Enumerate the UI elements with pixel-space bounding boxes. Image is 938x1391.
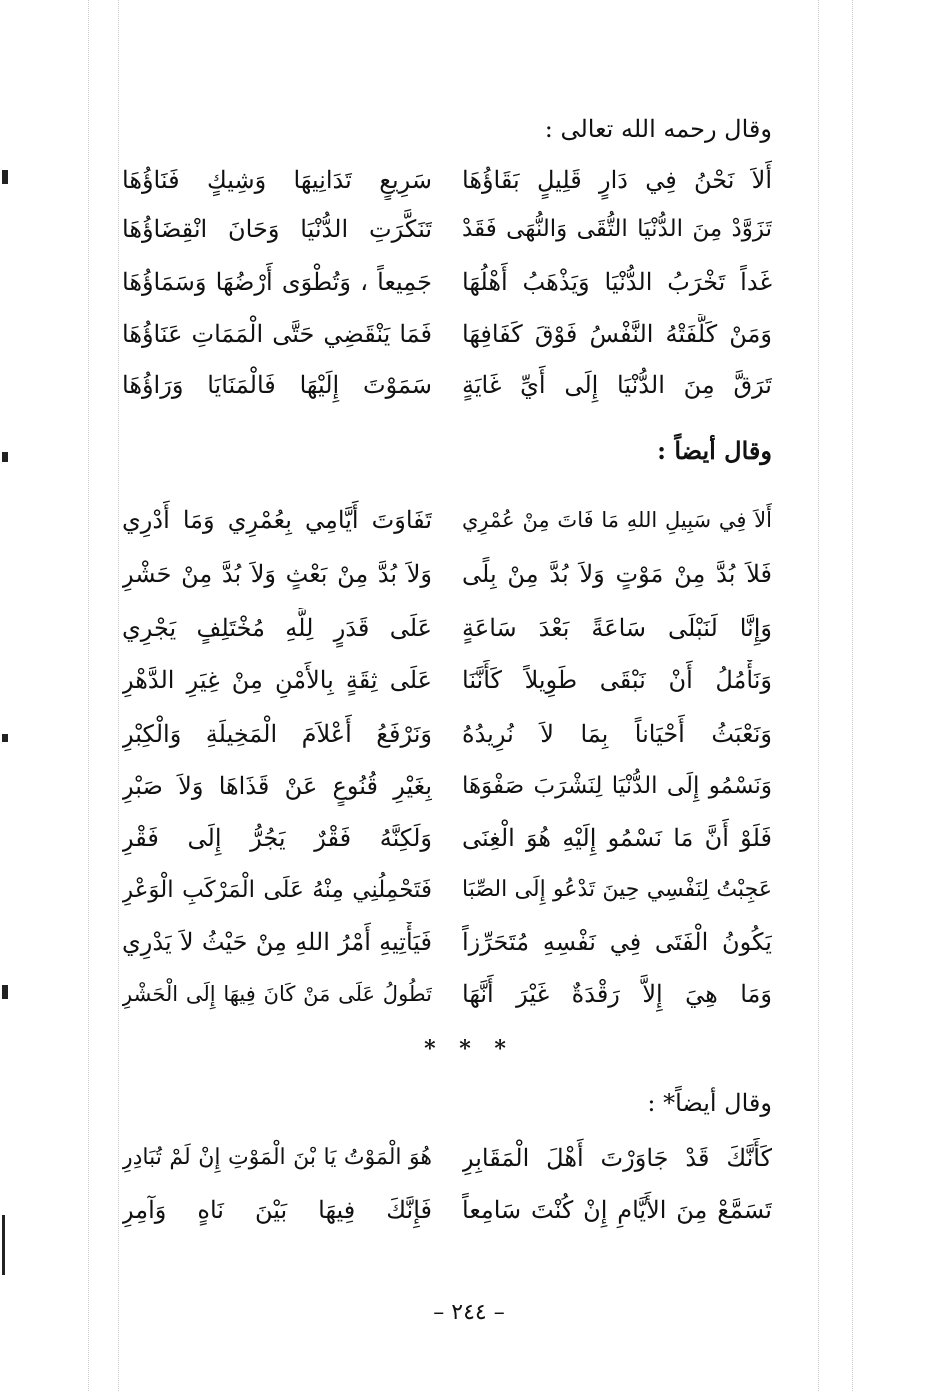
verse-first-hemistich: وَنَأْمُلُ أَنْ نَبْقَى طَوِيلاً كَأَنَّنَا — [462, 666, 772, 694]
scan-edge-mark — [2, 170, 8, 184]
poem2-verse-6 — [122, 766, 772, 806]
scan-margin-line — [118, 0, 119, 1391]
poem2-verse-1 — [122, 500, 772, 540]
section-heading-1: وقال رحمه الله تعالى : — [544, 115, 772, 143]
verse-second-hemistich: سَمَوْتَ إِلَيْهَا فَالْمَنَايَا وَرَاؤُهَا — [122, 371, 432, 399]
scan-edge-mark — [2, 985, 8, 999]
section-heading-2: وقال أيضاً : — [657, 436, 772, 465]
scan-edge-mark — [2, 452, 8, 462]
verse-first-hemistich: وَمَنْ كَلَّفَتْهُ النَّفْسُ فَوْقَ كَفَافِهَا — [462, 320, 772, 348]
verse-second-hemistich: سَرِيعٍ تَدَانِيهَا وَشِيكٍ فَنَاؤُهَا — [122, 166, 432, 194]
poem2-verse-4 — [122, 660, 772, 700]
verse-first-hemistich: تَزَوَّدْ مِنَ الدُّنْيَا التُّقَى وَالنُّهَى فَقَدْ — [462, 216, 772, 242]
section-heading-3: وقال أيضاً* : — [647, 1089, 772, 1117]
poem1-verse-3 — [122, 262, 772, 302]
verse-first-hemistich: أَلاَ فِي سَبِيلِ اللهِ مَا فَاتَ مِنْ عُمْرِي — [462, 508, 772, 532]
verse-first-hemistich: فَلاَ بُدَّ مِنْ مَوْتٍ وَلاَ بُدَّ مِنْ بِلًى — [462, 560, 772, 588]
verse-second-hemistich: عَلَى ثِقَةٍ بِالأَمْنِ مِنْ غِيَرِ الدَّهْرِ — [122, 666, 432, 694]
verse-second-hemistich: فَإِنَّكَ فِيهَا بَيْنَ نَاهٍ وَآمِرِ — [122, 1196, 432, 1224]
poem2-verse-5 — [122, 714, 772, 754]
page-number: – ٢٤٤ – — [433, 1300, 505, 1325]
poem1-verse-2 — [122, 209, 772, 249]
poem2-verse-10 — [122, 974, 772, 1014]
scan-margin-line — [818, 0, 819, 1391]
verse-second-hemistich: تَطُولُ عَلَى مَنْ كَانَ فِيهَا إِلَى الْحَشْرِ — [122, 982, 432, 1006]
poem2-verse-9 — [122, 922, 772, 962]
poem2-verse-8 — [122, 870, 772, 910]
verse-second-hemistich: وَلَكِنَّهُ فَقْرٌ يَجُرُّ إِلَى فَقْرِ — [122, 824, 432, 852]
verse-second-hemistich: فَمَا يَنْقَضِي حَتَّى الْمَمَاتِ عَنَاؤُهَا — [122, 320, 432, 348]
verse-second-hemistich: عَلَى قَدَرٍ لِلَّهِ مُخْتَلِفٍ يَجْرِي — [122, 614, 432, 642]
verse-second-hemistich: بِغَيْرِ قُنُوعٍ عَنْ قَذَاهَا وَلاَ صَبْرِ — [122, 772, 432, 800]
scan-edge-mark — [2, 734, 8, 742]
verse-second-hemistich: فَتَحْمِلُنِي مِنْهُ عَلَى الْمَرْكَبِ الْوَعْرِ — [122, 877, 432, 903]
verse-second-hemistich: تَنَكَّرَتِ الدُّنْيَا وَحَانَ انْقِضَاؤُهَا — [122, 215, 432, 243]
poem2-verse-2 — [122, 554, 772, 594]
verse-second-hemistich: تَفَاوَتَ أَيَّامِي بِعُمْرِي وَمَا أَدْرِي — [122, 506, 432, 534]
verse-second-hemistich: جَمِيعاً ، وَتُطْوَى أَرْضُهَا وَسَمَاؤُهَا — [122, 268, 432, 296]
poem1-verse-1 — [122, 160, 772, 200]
verse-second-hemistich: هُوَ الْمَوْتُ يَا بْنَ الْمَوْتِ إِنْ لَمْ تُبَادِرِ — [122, 1145, 432, 1170]
poem3-verse-1 — [122, 1138, 772, 1178]
verse-first-hemistich: عَجِبْتُ لِنَفْسِي حِينَ تَدْعُو إِلَى الصِّبَا — [462, 877, 772, 902]
scan-margin-line — [88, 0, 89, 1391]
verse-first-hemistich: وَإِنَّا لَنَبْلَى سَاعَةً بَعْدَ سَاعَةٍ — [462, 614, 772, 642]
poem2-verse-3 — [122, 608, 772, 648]
verse-first-hemistich: يَكُونُ الْفَتَى فِي نَفْسِهِ مُتَحَرِّزاً — [462, 928, 772, 956]
verse-first-hemistich: كَأَنَّكَ قَدْ جَاوَرْتَ أَهْلَ الْمَقَابِرِ — [462, 1144, 772, 1172]
verse-first-hemistich: تَرَقَّ مِنَ الدُّنْيَا إِلَى أَيِّ غَايَةٍ — [462, 371, 772, 399]
poem3-verse-2 — [122, 1190, 772, 1230]
verse-first-hemistich: أَلاَ نَحْنُ فِي دَارٍ قَلِيلٍ بَقَاؤُهَا — [462, 166, 772, 194]
poem1-verse-5 — [122, 365, 772, 405]
verse-first-hemistich: وَنَسْمُو إِلَى الدُّنْيَا لِنَشْرَبَ صَفْوَهَا — [462, 773, 772, 799]
poem1-verse-4 — [122, 314, 772, 354]
verse-first-hemistich: غَداً تَخْرَبُ الدُّنْيَا وَيَذْهَبُ أَهْلُهَا — [462, 268, 772, 296]
scan-margin-line — [852, 0, 853, 1391]
verse-second-hemistich: فَيَأْتِيهِ أَمْرُ اللهِ مِنْ حَيْثُ لاَ يَدْرِي — [122, 928, 432, 956]
verse-first-hemistich: وَنَعْبَثُ أَحْيَاناً بِمَا لاَ نُرِيدُهُ — [462, 720, 772, 748]
verse-first-hemistich: تَسَمَّعْ مِنَ الأَيَّامِ إِنْ كُنْتَ سَامِعاً — [462, 1196, 772, 1224]
verse-first-hemistich: فَلَوْ أَنَّ مَا نَسْمُو إِلَيْهِ هُوَ الْغِنَى — [462, 824, 772, 852]
verse-second-hemistich: وَلاَ بُدَّ مِنْ بَعْثٍ وَلاَ بُدَّ مِنْ حَشْرِ — [122, 560, 432, 588]
scan-edge-mark — [2, 1215, 5, 1275]
section-separator: * * * — [424, 1036, 514, 1062]
verse-second-hemistich: وَنَرْفَعُ أَعْلاَمَ الْمَخِيلَةِ وَالْكِبْرِ — [122, 720, 432, 748]
poem2-verse-7 — [122, 818, 772, 858]
verse-first-hemistich: وَمَا هِيَ إِلاَّ رَقْدَةٌ غَيْرَ أَنَّهَا — [462, 980, 772, 1008]
